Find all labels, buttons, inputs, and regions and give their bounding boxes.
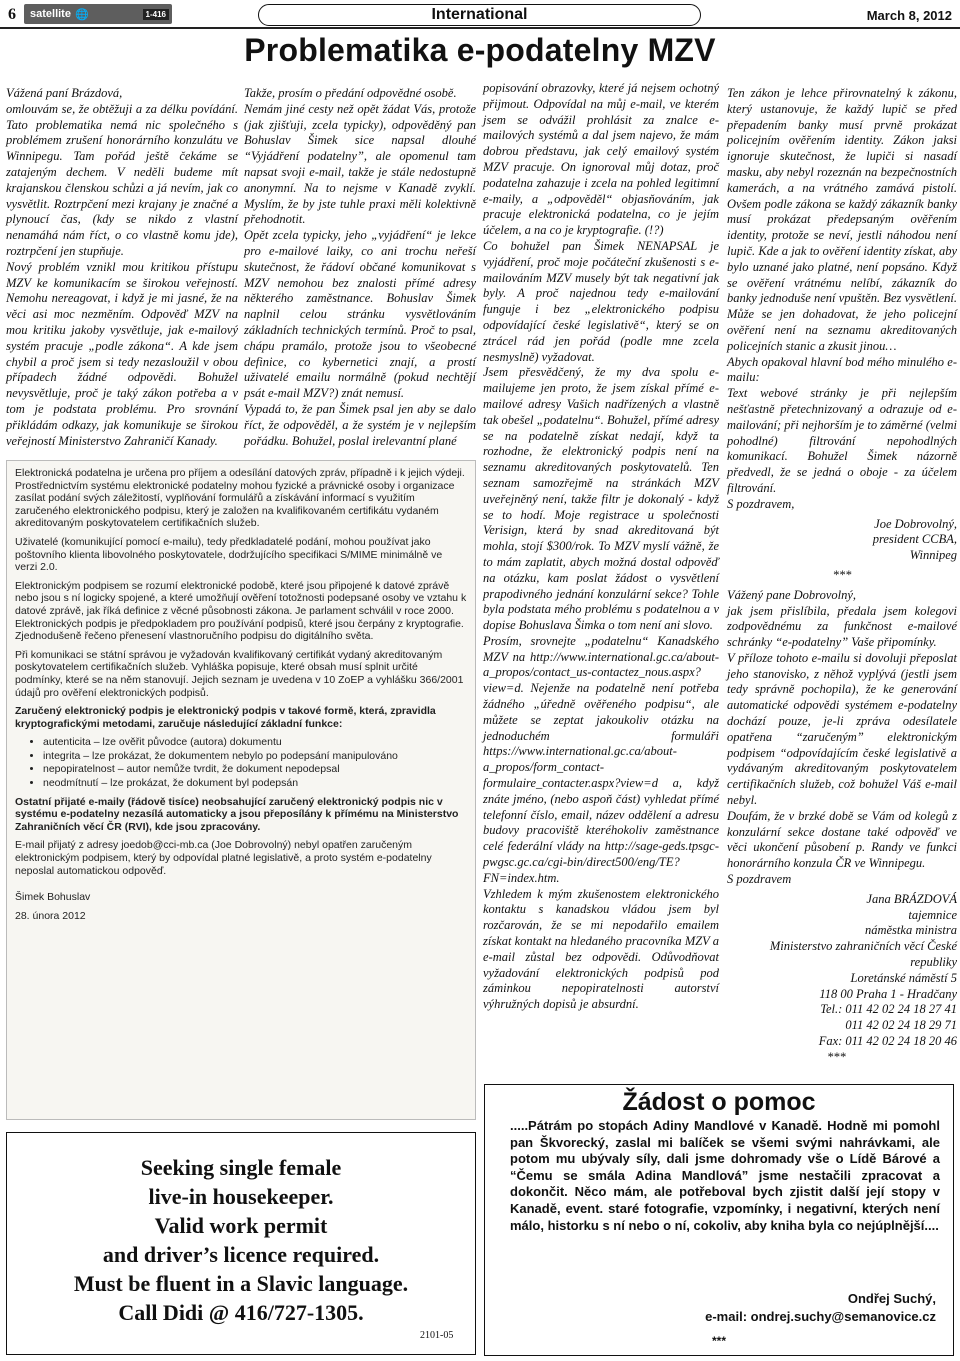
logo-text: satellite	[30, 8, 71, 20]
ad-code: 2101-05	[420, 1330, 454, 1341]
sig-line: tajemnice	[908, 907, 957, 922]
sig-line: 011 42 02 24 18 29 71	[845, 1018, 957, 1033]
signature-brazdova	[727, 892, 957, 1050]
classified-ad-text: Seeking single female live-in housekeeper. Valid work permit and driver’s licence required. Must be fluent in a Slavic language. Call Didi @ 416/727-1305.	[73, 1155, 409, 1325]
article-title: Problematika e-podatelny MZV	[244, 32, 716, 68]
reply-text: Vážený pane Dobrovolný, jak jsem přislíbila, předala jsem kolegovi zodpovědnému za funkčnost e-mailové schránky “e-podatelny” Vaše připomínky. V příloze tohoto e-mailu si dovoluji přeposlat jeho stanovisko, z něhož vyplývá (jestli jsem tedy správně pochopila), že ke generování automatické odpovědi systémem e-podatelny dochází pouze, je-li zpráva odesílatele opatřena “zaručeným” elektronickým podpisem “odpovídajícím české legislativě a vydávaným akreditovaným poskytovatelem certifikačních služeb, což bohužel Váš e-mail nebyl. Doufám, že v brzké době se Vám od kolegů z konzulární sekce dostane také odpověď ve věci ukončení působení p. Randy ve funkci honorárního konzula ČR ve Winnipegu. S pozdravem	[727, 587, 957, 887]
request-email[interactable]: e-mail: ondrej.suchy@semanovice.cz	[705, 1309, 936, 1324]
request-signature	[705, 1290, 936, 1326]
scan-date: 28. února 2012	[15, 909, 86, 922]
header-rule	[0, 27, 960, 29]
sig-line: Ministerstvo zahraničních věcí České republiky	[769, 939, 957, 970]
sig-line: president CCBA,	[872, 532, 957, 547]
separator-stars: ***	[827, 1049, 846, 1064]
scanned-letter	[6, 460, 476, 1120]
column-4-text: Ten zákon je lehce přirovnatelný k zákonu, který ustanovuje, že každý lupič se před přepadením banky musí prvně prokázat policejním ověřením identity. Zákon jaksi ignoruje skutečnost, že lupiči si nasadí masku, aby nebyl rozeznán na bezpečnostních kamerách, a na vrátného zamává pistolí. Ovšem podle zákona se každý zákazník banky musí prokázat předepsaným ověřením identity, protože se neví, jestli náhodou není lupič. Kde a jak to ověření identity získat, aby bylo uznané jako platné, není popsáno. Když se ověření vrátnému nelíbí, zákazník do banky jednoduše není vpuštěn. Bez vysvětlení. Může se jen dohadovat, že jeho policejní ověření není na seznamu akreditovaných policejních stanic a zkusit jinou… Abych opakoval hlavní bod mého minulého e-mailu: Text webové stránky je při nejlepším nešťastně přetechnizovaný a odrazuje od e-mailování; při nejhorším je to záměrné (velmi pohodlné) filtrování nepohodlných komunikací. Bohužel Šimek názorně předvedl, že se jedná o oboje - za účelem filtrování. S pozdravem,	[727, 86, 957, 511]
list-item: • autenticita – lze ověřit původce (autora) dokumentu	[43, 736, 467, 749]
signature-dobrovolny	[727, 517, 957, 564]
article-column-3: popisování obrazovky, které já nejsem ochotný přijmout. Odpovídal na můj e-mail, ve kterém jsem se odvážil prohlásit za znalce e-mailových systémů a dal jsem najevo, že mám dobrou představu, jak celý emailový systém MZV pracuje. On ignoroval můj dotaz, proč podatelna zahazuje i zcela na pohled legitimní e-maily, a „odpověděl“ objasňováním, jak pracuje elektronická podatelna, co je jejím účelem, a na co je kryptografie. (!?) Co bohužel pan Šimek NENAPSAL je vyjádření, proč moje počáteční zkušenosti s e-mailováním MZV musely být tak negativní jak byly. A proč najednou tedy e-mailování funguje i bez „elektronického podpisu odpovídající české legislativě“, který se on ztrácel rád jen pořád (podle mne zcela nesmyslně) vyžadovat. Jsem přesvědčený, že my dva spolu e-mailujeme jen proto, že jsem získal přímé e-mailové adresy Vašich nadřízených a vlastně tak obešel „podatelnu“. Bohužel, přímé adresy se na podatelně získat nedají, když ta rozhodne, že elektronický podpis není na seznamu akreditovaných poskytovatelů. Ten seznam samozřejmě na stránkách MZV uveřejněný není, takže filtr je dokonalý - když se to hodí. Moje registrace u společnosti Verisign, která by snad akreditovaná být mohla, stojí $300/rok. To MZV myslí vážně, že to mám zaplatit, abych možná dostal odpověď na otázku, kam poslat žádost o vysvětlení prapodivného jednání konzulární sekce? Tohle byla podstata mého problému s podatelnou a v dopise Bohuslava Šimka o tom není ani slovo. Prosím, srovnejte „podatelnu“ Kanadského MZV na http://www.international.gc.ca/about-a_propos/contact_us-contactez_nous.aspx?view=d. Nejenže na podatelně není potřeba žádného „úředně ověřeného podpisu“, ale můžete se zeptat jakoukoliv otázku na jednoduchém formuláři https://www.international.gc.ca/about-a_propos/form_contact-formulaire_contacter.aspx?view=d a, když znáte jméno, (nebo aspoň část) vyhledat přímé telefonní číslo, email, název oddělení a adresu budovy pracoviště kteréhokoliv zaměstnance celé federální vlády na http://sage-geds.tpsgc-pwgsc.gc.ca/cgi-bin/direct500/eng/TE?FN=index.htm. Vzhledem k mým zkušenostem elektronického kontaktu s kanadskou vládou jsem byl rozčarován, že se mi nepodařilo emailem získat kontakt na hledaného pracovníka MZV a e-mail zůstal bez odpovědi. Odůvodňovat vyžadování elektronických podpisů pod záminkou nepopiratelnosti autorství výhružných dopisů je absurdní.	[483, 81, 719, 1012]
section-label: International	[258, 4, 701, 26]
satellite-logo	[24, 4, 172, 24]
scan-list	[43, 736, 467, 789]
sig-line: Jana BRÁZDOVÁ	[866, 891, 957, 906]
list-item: • nepopiratelnost – autor nemůže tvrdit, že dokument nepodepsal	[43, 763, 467, 776]
scan-paragraph: Elektronickým podpisem se rozumí elektronické podobě, které jsou připojené k datové zprávě nebo jsou s ní logicky spojené, a které umožňují ověření totožnosti podepsané osoby ve vztahu k datové zprávě, jak říká definice z věcné působnosti zákona. Je parlament schválil v roce 2000. Elektronických podpis je předpokladem pro používání podpisů, které jsou čerpány z kryptografie. Zjednodušeně řečeno přenesení vlastnoručního podpisu do digitálního světa.	[15, 579, 467, 643]
sig-line: náměstka ministra	[864, 923, 957, 938]
scan-paragraph: E-mail přijatý z adresy joedob@cci-mb.ca (Joe Dobrovolný) nebyl opatřen zaručeným elektronickým podpisem, který by odpovídal platné legislativě, a proto systém e-podatelny neposlal automatickou odpověď.	[15, 839, 432, 877]
request-body: .....Pátrám po stopách Adiny Mandlové v Kanadě. Hodně mi pomohl pan Škvorecký, zaslal mi balíček se všemi svými nahrávkami, ale potom mu ubývaly síly, dali jsme dohromady vše o Lídě Bárové a “Čemu se smála Adina Mandlová” jsme nestačili zpracovat a dokončit. Něco mám, ale potřeboval bych zjistit další její stopy v Kanadě, event. staré fotografie, vzpomínky, i negativní, kterých není málo, historku s ní nebo o ní, cokoliv, aby kniha byla co nejúplnější....	[510, 1118, 940, 1233]
sig-line: 118 00 Praha 1 - Hradčany	[819, 986, 957, 1001]
sig-line: Fax: 011 42 02 24 18 20 46	[818, 1034, 957, 1049]
page-number: 6	[8, 6, 16, 23]
globe-icon: 🌐	[74, 8, 89, 21]
scan-paragraph: Zaručený elektronický podpis je elektronický podpis v takové formě, která, zpravidla kryptografickými metodami, zaručuje následující základní funkce:	[15, 705, 436, 730]
request-title: Žádost o pomoc	[622, 1088, 816, 1116]
article-column-4	[727, 86, 957, 1066]
article-column-2: Takže, prosím o předání odpovědné osobě. Nemám jiné cesty než opět žádat Vás, protože (jak zjišťuji, zcela typicky), odpověděný pan Bohuslav Šimek sice napsal dlouhé “Vyjádření podatelny”, ale opomenul tam napsat svoji e-mail, takže je stále nedostupně anonymní. Na to nejsme v Kanadě zvyklí. Myslím, že by jste tuhle praxi měli kolektivně přehodnotit. Opět zcela typicky, jeho „vyjádření“ je lekce pro e-mailové laiky, co ani trochu neřeší skutečnost, že řádoví občané komunikovat s MZV nemohou bez znalosti přímé adresy některého zaměstnance. Bohuslav Šimek naplnil celou stránku vysvětlováním základních technických termínů. Proč to psal, chápu pramálo, protože jsou to všeobecné definice, co kybernetici znají, a prostí uživatelé emailu normálně (pokud nechtějí psát e-mail MZV?) znát nemusí. Vypadá to, že pan Šimek psal jen aby se dalo říct, že odpověděl, a že systém je v nejlepším pořádku. Bohužel, poslal irelevantní plané	[244, 86, 476, 448]
article-column-1: Vážená paní Brázdová, omlouvám se, že obtěžuji a za délku povídání. Tato problematika nemá nic společného s problémem zrušení honorárního konzulátu ve Winnipegu. Tam pořád ještě čekáme se zatajeným dechem. V neděli budeme mít krajanskou členskou schůzi a já nevím, jak co vysvětlit. Roztrpčení mezi krajany je značné a plynoucí čas, (kdy se nikdo z vlastní nenamáhá nám říct, o co vlastně komu jde), roztrpčení jen stupňuje. Nový problém vznikl mou kritikou přístupu MZV ke komunikacím se širokou veřejností. Nemohu nereagovat, i když je mi jasné, že na věci asi moc nezměním. Odpověď MZV na mou kritiku jakoby vysvětluje, jak e-mailový systém pracuje „podle zákona“. A kde jsem chybil a proč jsem si tedy nezasloužil v obou případech žádné odpovědi. Bohužel nevysvětluje, proč je taký zákon potřeba a v tom je podstata problému. Pro srovnání přikládám odkazy, jak komunikuje se širokou veřejností Ministerstvo Zahraničí Kanady.	[6, 86, 238, 448]
scan-paragraph: Při komunikaci se státní správou je vyžadován kvalifikovaný certifikát vydaný akreditovaným poskytovatelem certifikačních služeb. Vyhláška popisuje, které obsah musí splnit určité podmínky, které se na něm stanovují. Jejich seznam je uvedena v 10 ZoEP a vyhlášku 366/2001 údajů pro ověření elektronických podpisů.	[15, 648, 464, 699]
issue-date: March 8, 2012	[866, 8, 952, 23]
sig-line: Loretánské náměstí 5	[850, 970, 957, 985]
sig-line: Winnipeg	[909, 548, 957, 563]
sig-line: Joe Dobrovolný,	[874, 516, 957, 531]
list-item: • integrita – lze prokázat, že dokumentem nebylo po podepsání manipulováno	[43, 750, 467, 763]
logo-badge: 1-416	[143, 9, 169, 20]
scan-author: Šimek Bohuslav	[15, 891, 91, 904]
request-author: Ondřej Suchý,	[847, 1291, 936, 1306]
separator-stars: ***	[832, 567, 852, 582]
sig-line: Tel.: 011 42 02 24 18 27 41	[820, 1002, 957, 1017]
scan-paragraph: Ostatní přijaté e-maily (řádově tisíce) neobsahující zaručený elektronický podpis nic v systému e-podatelny nezasílá automaticky a jsou přeposílány k přímému na Ministerstvo Zahraničních věcí ČR (RVI), kde jsou zpracovány.	[15, 795, 459, 833]
list-item: • neodmítnutí – lze prokázat, že dokument byl podepsán	[43, 777, 467, 790]
separator-stars: ***	[711, 1334, 726, 1348]
scan-paragraph: Elektronická podatelna je určena pro příjem a odesílání datových zpráv, případně i k jejich výdeji. Prostřednictvím systému elektronické podatelny mohou fyzické a právnické osoby i organizace zasílat podání svých záležitostí, vyplňování formulářů a získávání informací s využitím zaručeného elektronického podpisu, který je založen na kvalifikovaném certifikátu vydaném akreditovaným poskytovatelem certifikačních služeb.	[15, 467, 465, 530]
scan-paragraph: Uživatelé (komunikující pomocí e-mailu), tedy předkladatelé podání, mohou používat jako poštovního klienta libovolného poskytovatele, dodržujícího specifikaci S/MIME minimálně ve verzi 2.0.	[15, 535, 443, 574]
